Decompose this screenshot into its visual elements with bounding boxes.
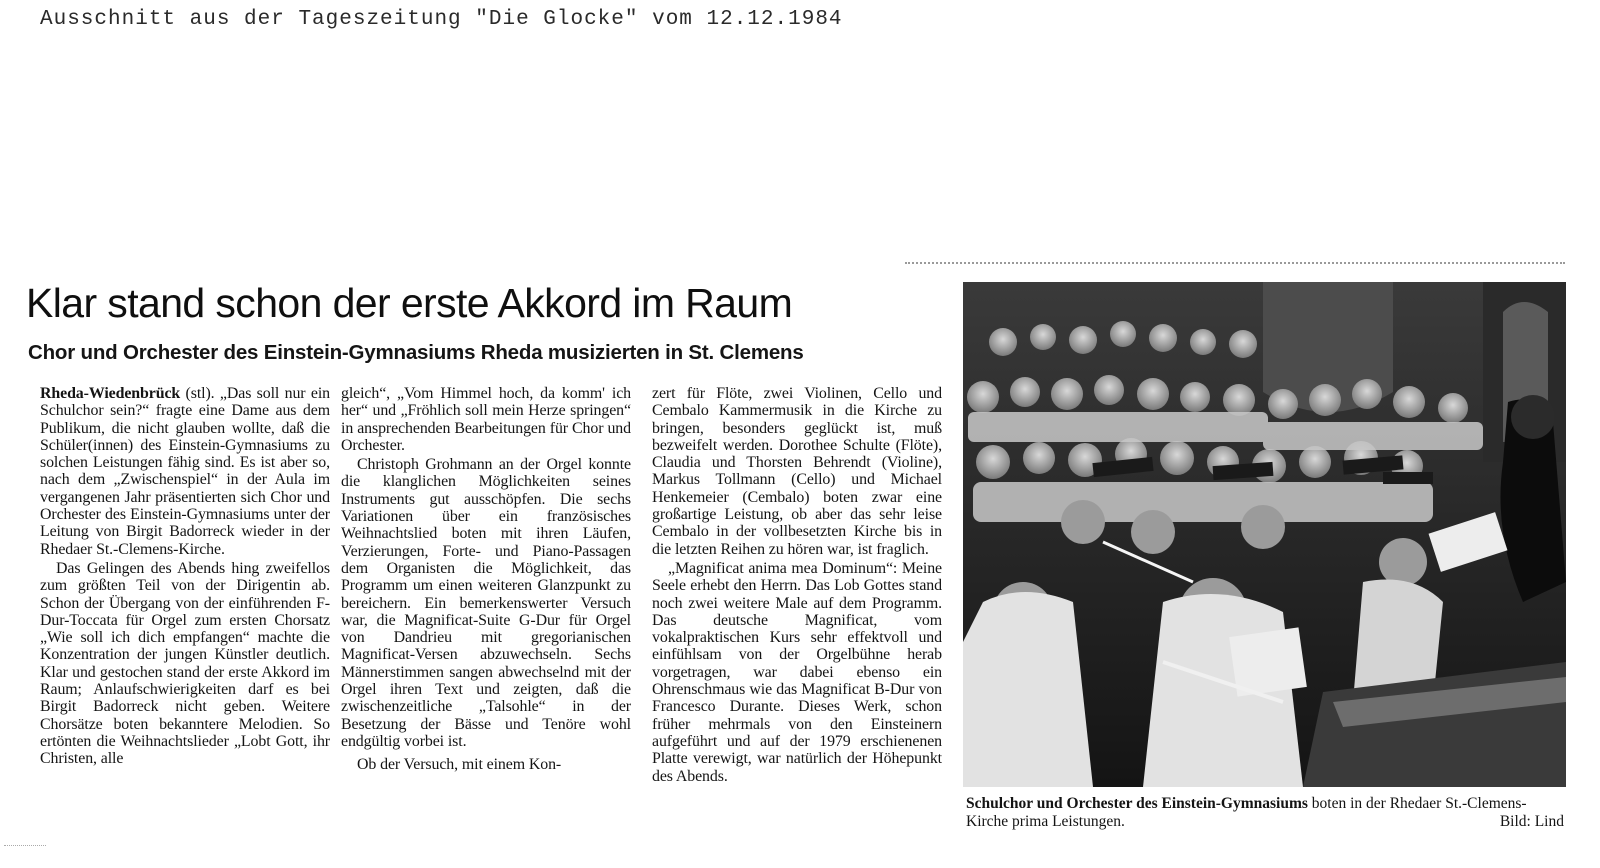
article-column-3	[652, 385, 942, 785]
column-1-paragraph-1	[40, 385, 330, 558]
scan-edge-mark	[4, 845, 46, 846]
column-3-paragraph-1: zert für Flöte, zwei Violinen, Cello und Cembalo Kammermusik in die Kirche zu bringen, besonders geglückt ist, muß bezweifelt werden. Dorothee Schulte (Flöte), Claudia und Thorsten Behrendt (Violine), Markus Tollmann (Cello) und Michael Henkemeier (Cembalo) boten zwar eine großartige Leistung, ob aber das sehr leise Cembalo in der vollbesetzten Kirche bis in die letzten Reihen zu hören war, ist fraglich.	[652, 385, 942, 558]
photo-caption-text: boten in der Rhedaer St.-Clemens-Kirche prima Leistungen.	[966, 795, 1527, 830]
article-subheadline: Chor und Orchester des Einstein-Gymnasiums Rheda musizierten in St. Clemens	[28, 341, 804, 364]
clipping-source-note: Ausschnitt aus der Tageszeitung "Die Glocke" vom 12.12.1984	[40, 8, 843, 31]
cut-line-divider	[905, 262, 1565, 264]
photo-caption-lead: Schulchor und Orchester des Einstein-Gymnasiums	[966, 795, 1308, 812]
column-2-paragraph-2: Christoph Grohmann an der Orgel konnte die klanglichen Möglichkeiten seines Instruments gut ausschöpfen. Die sechs Variationen über ein französisches Weihnachtslied boten mit ihren Läufen, Verzierungen, Forte- und Piano-Passagen dem Organisten die Möglichkeit, das Programm um einen weiteren Glanzpunkt zu bereichern. Ein bemerkenswerter Versuch war, die Magnificat-Suite G-Dur für Orgel von Dandrieu mit gregorianischen Magnificat-Versen abzuwechseln. Sechs Männerstimmen sangen abwechselnd mit der Orgel ihren Text und zeigten, daß die zwischenzeitliche „Talsohle“ in der Besetzung der Bässe und Tenöre wohl endgültig vorbei ist.	[341, 456, 631, 750]
concert-photo-illustration	[963, 282, 1566, 787]
dateline: Rheda-Wiedenbrück	[40, 385, 181, 402]
column-2-paragraph-3: Ob der Versuch, mit einem Kon-	[357, 756, 562, 774]
column-1-paragraph-2: Das Gelingen des Abends hing zweifellos zum größten Teil von der Dirigentin ab. Schon der Übergang von der einführenden F-Dur-Toccata für Orgel zum ersten Chorsatz „Wie soll ich dich empfangen“ machte die Konzentration der jungen Künstler deutlich. Klar und gestochen stand der erste Akkord im Raum; Anlaufschwierigkeiten darf es bei Birgit Badorreck nicht geben. Weitere Chorsätze boten bekanntere Melodien. So ertönten die Weihnachtslieder „Lobt Gott, ihr Christen, alle	[40, 559, 330, 768]
article-headline: Klar stand schon der erste Akkord im Raum	[26, 280, 793, 326]
column-3-paragraph-2: „Magnificat anima mea Dominum“: Meine Seele erhebt den Herrn. Das Lob Gottes stand noch zwei weitere Male auf dem Programm. Das deutsche Magnificat, vom vokalpraktischen Kurs sehr effektvoll und einfühlsam von der Orgelbühne herab vorgetragen, war dabei ebenso ein Ohrenschmaus wie das Magnificat B-Dur von Francesco Durante. Dieses Werk, schon früher mehrmals von den Einsteinern aufgeführt und auf der 1979 erschienenen Platte verewigt, war natürlich der Höhepunkt des Abends.	[652, 559, 942, 785]
photo-caption	[966, 795, 1564, 831]
concert-photo	[963, 282, 1566, 787]
article-column-2	[341, 385, 631, 774]
photo-credit: Bild: Lind	[1499, 813, 1564, 830]
column-2-paragraph-1: gleich“, „Vom Himmel hoch, da komm' ich her“ und „Fröhlich soll mein Herze springen“ in ansprechenden Bearbeitungen für Chor und Orchester.	[341, 385, 631, 454]
article-column-1	[40, 385, 330, 768]
column-1-paragraph-1-text: (stl). „Das soll nur ein Schulchor sein?“ fragte eine Dame aus dem Publikum, die nicht glauben wollte, daß die Schüler(innen) des Einstein-Gymnasiums zu solchen Leistungen fähig sind. Es ist aber so, nach dem „Zwischenspiel“ in der Aula im vergangenen Jahr präsentierten sich Chor und Orchester des Einstein-Gymnasiums unter der Leitung von Birgit Badorreck wieder in der Rhedaer St.-Clemens-Kirche.	[40, 385, 330, 558]
